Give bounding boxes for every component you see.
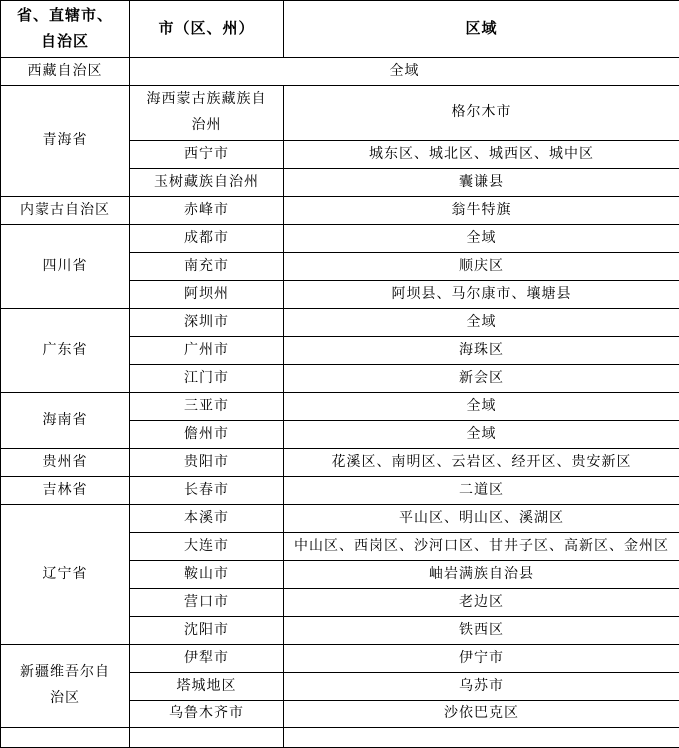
region-cell: 全域 <box>284 309 679 337</box>
city-cell: 乌鲁木齐市 <box>130 701 284 728</box>
region-cell: 伊宁市 <box>284 645 679 673</box>
partial-row <box>1 728 679 748</box>
city-cell: 塔城地区 <box>130 673 284 701</box>
city-cell: 贵阳市 <box>130 449 284 477</box>
province-cell: 四川省 <box>1 225 130 309</box>
city-cell: 三亚市 <box>130 393 284 421</box>
city-cell: 玉树藏族自治州 <box>130 169 284 197</box>
table-row <box>1 58 679 86</box>
city-cell: 鞍山市 <box>130 561 284 589</box>
province-cell: 海南省 <box>1 393 130 449</box>
header-region: 区域 <box>284 1 679 58</box>
city-cell: 阿坝州 <box>130 281 284 309</box>
region-cell: 铁西区 <box>284 617 679 645</box>
city-cell: 深圳市 <box>130 309 284 337</box>
province-cell: 西藏自治区 <box>1 58 130 86</box>
region-cell: 囊谦县 <box>284 169 679 197</box>
province-cell: 内蒙古自治区 <box>1 197 130 225</box>
region-cell: 全域 <box>284 421 679 449</box>
city-cell: 成都市 <box>130 225 284 253</box>
city-cell: 长春市 <box>130 477 284 505</box>
region-cell: 全域 <box>284 393 679 421</box>
header-row <box>1 1 679 58</box>
table-row <box>1 449 679 477</box>
region-cell: 花溪区、南明区、云岩区、经开区、贵安新区 <box>284 449 679 477</box>
province-cell: 吉林省 <box>1 477 130 505</box>
region-cell: 海珠区 <box>284 337 679 365</box>
region-cell: 沙依巴克区 <box>284 701 679 728</box>
city-cell: 沈阳市 <box>130 617 284 645</box>
region-cell: 老边区 <box>284 589 679 617</box>
partial-cell <box>130 728 284 748</box>
city-cell: 营口市 <box>130 589 284 617</box>
table-row <box>1 477 679 505</box>
header-province: 省、直辖市、自治区 <box>1 1 130 58</box>
region-cell: 全域 <box>284 225 679 253</box>
table-row <box>1 505 679 533</box>
city-cell: 西宁市 <box>130 141 284 169</box>
region-cell: 岫岩满族自治县 <box>284 561 679 589</box>
region-cell: 乌苏市 <box>284 673 679 701</box>
province-cell: 辽宁省 <box>1 505 130 645</box>
province-cell: 广东省 <box>1 309 130 393</box>
region-cell: 顺庆区 <box>284 253 679 281</box>
region-cell: 阿坝县、马尔康市、壤塘县 <box>284 281 679 309</box>
province-cell: 贵州省 <box>1 449 130 477</box>
city-cell: 大连市 <box>130 533 284 561</box>
partial-cell <box>284 728 679 748</box>
region-cell: 城东区、城北区、城西区、城中区 <box>284 141 679 169</box>
table-row <box>1 393 679 421</box>
city-cell: 儋州市 <box>130 421 284 449</box>
city-cell: 南充市 <box>130 253 284 281</box>
city-cell: 伊犁市 <box>130 645 284 673</box>
region-cell-merged: 全域 <box>130 58 679 86</box>
city-cell: 江门市 <box>130 365 284 393</box>
city-cell: 广州市 <box>130 337 284 365</box>
region-table-body <box>1 58 679 748</box>
region-cell: 中山区、西岗区、沙河口区、甘井子区、高新区、金州区 <box>284 533 679 561</box>
city-cell: 海西蒙古族藏族自治州 <box>130 86 284 141</box>
table-header <box>1 1 679 58</box>
city-cell: 本溪市 <box>130 505 284 533</box>
province-cell: 青海省 <box>1 86 130 197</box>
table-row <box>1 309 679 337</box>
region-cell: 平山区、明山区、溪湖区 <box>284 505 679 533</box>
city-cell: 赤峰市 <box>130 197 284 225</box>
header-city: 市（区、州） <box>130 1 284 58</box>
region-cell: 格尔木市 <box>284 86 679 141</box>
region-cell: 二道区 <box>284 477 679 505</box>
table-row <box>1 645 679 673</box>
partial-cell <box>1 728 130 748</box>
table-row <box>1 225 679 253</box>
province-cell: 新疆维吾尔自治区 <box>1 645 130 728</box>
table-row <box>1 86 679 141</box>
region-cell: 翁牛特旗 <box>284 197 679 225</box>
region-cell: 新会区 <box>284 365 679 393</box>
table-row <box>1 197 679 225</box>
